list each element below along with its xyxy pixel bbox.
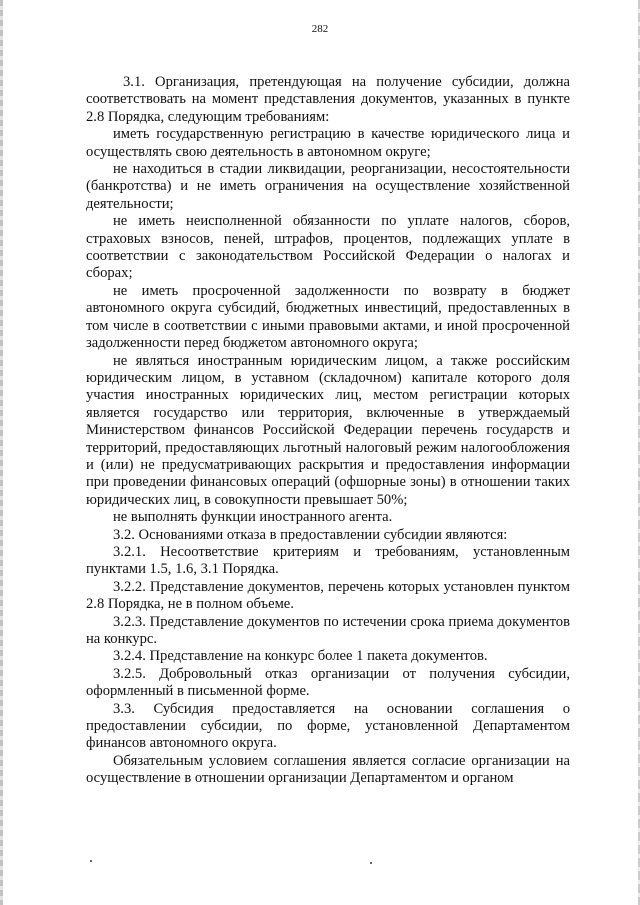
paragraph: 3.2.2. Представление документов, перечень которых установлен пунктом 2.8 Порядка, не в полном объеме. xyxy=(86,578,570,613)
page-number: 282 xyxy=(311,23,329,35)
paragraph: не иметь неисполненной обязанности по уплате налогов, сборов, страховых взносов, пеней, штрафов, процентов, подлежащих уплате в соответствии с законодательством Российской Федерации о налогах и сборах; xyxy=(86,213,570,282)
paragraph: не выполнять функции иностранного агента. xyxy=(113,509,393,526)
scan-speck xyxy=(90,860,92,862)
paragraph: 3.2.3. Представление документов по истечении срока приема документов на конкурс. xyxy=(86,613,570,647)
paragraph: не иметь просроченной задолженности по возврату в бюджет автономного округа субсидий, бюджетных инвестиций, предоставленных в том числе в соответствии с иными правовыми актами, и иной просроченной задолженности перед бюджетом автономного округа; xyxy=(86,282,570,352)
paragraph: Обязательным условием соглашения является согласие организации на осуществление в отношении организации Департаментом и органом xyxy=(86,752,570,787)
paragraph: иметь государственную регистрацию в качестве юридического лица и осуществлять свою деятельность в автономном округе; xyxy=(86,126,570,160)
paragraph: 3.2.4. Представление на конкурс более 1 пакета документов. xyxy=(113,648,488,665)
paragraph: не являться иностранным юридическим лицом, а также российским юридическим лицом, в уставном (складочном) капитале которого доля участия иностранных юридических лиц, местом регистрации которых является государство или территория, включенные в утверждаемый Министерством финансов Российской Федерации перечень государств и территорий, предоставляющих льготный налоговый режим налогообложения и (или) не предусматривающих раскрытия и предоставления информации при проведении финансовых операций (офшорные зоны) в отношении таких юридических лиц, в совокупности превышает 50%; xyxy=(86,352,570,508)
scan-edge-left xyxy=(0,0,3,905)
scan-speck xyxy=(370,862,372,864)
document-body xyxy=(86,74,570,788)
paragraph: не находиться в стадии ликвидации, реорганизации, несостоятельности (банкротства) и не иметь ограничения на осуществление хозяйственной деятельности; xyxy=(86,161,570,212)
paragraph: 3.2.5. Добровольный отказ организации от получения субсидии, оформленный в письменной форме. xyxy=(86,665,570,700)
paragraph: 3.1. Организация, претендующая на получение субсидии, должна соответствовать на момент представления документов, указанных в пункте 2.8 Порядка, следующим требованиям: xyxy=(86,74,570,125)
paragraph: 3.2. Основаниями отказа в предоставлении субсидии являются: xyxy=(113,526,508,543)
paragraph: 3.3. Субсидия предоставляется на основании соглашения о предоставлении субсидии, по форме, установленной Департаментом финансов автономного округа. xyxy=(86,700,570,752)
paragraph: 3.2.1. Несоответствие критериям и требованиям, установленным пунктами 1.5, 1.6, 3.1 Порядка. xyxy=(86,543,570,578)
